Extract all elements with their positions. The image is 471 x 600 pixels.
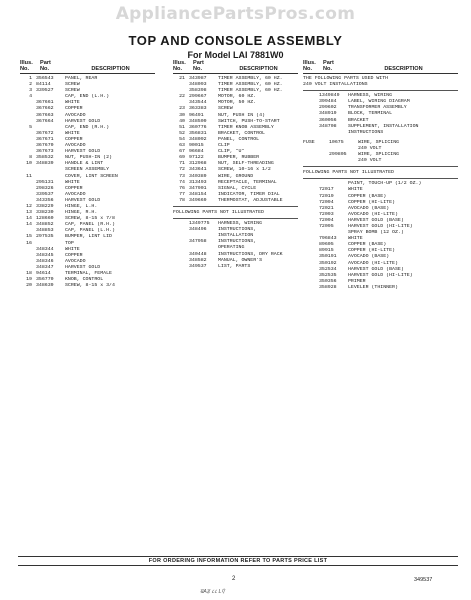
part-no: 367663 bbox=[36, 112, 54, 118]
part-description: OPERATING bbox=[218, 245, 245, 251]
part-description: INSTRUCTIONS, DRY RACK bbox=[218, 251, 283, 257]
divider bbox=[303, 90, 458, 91]
part-description: SCREEN ASSEMBLY bbox=[65, 167, 110, 173]
part-no: 356770 bbox=[36, 277, 54, 283]
part-description: CLIP, "U" bbox=[218, 149, 245, 155]
part-description: AVOCADO (BASE) bbox=[348, 254, 390, 260]
table-row bbox=[173, 198, 298, 204]
part-no: 367662 bbox=[36, 106, 54, 112]
header-rule bbox=[173, 73, 298, 74]
part-description: WHITE bbox=[65, 100, 80, 106]
illus-no: 16 bbox=[26, 240, 32, 246]
part-no: 343544 bbox=[189, 100, 207, 106]
part-description: BRACKET bbox=[348, 117, 369, 123]
part-no: 348919 bbox=[319, 111, 337, 117]
part-description: WHITE bbox=[65, 179, 80, 185]
part-no: 299667 bbox=[189, 94, 207, 100]
part-no: 340389 bbox=[189, 173, 207, 179]
part-description: HARVEST GOLD (HI-LITE) bbox=[348, 272, 413, 278]
part-no: 96684 bbox=[189, 149, 204, 155]
part-description: SPRAY BOMB (12 OZ.) bbox=[348, 230, 404, 236]
part-description: COPPER bbox=[65, 185, 83, 191]
part-no: 1349849 bbox=[319, 93, 340, 99]
part-description: COPPER (HI-LITE) bbox=[348, 248, 395, 254]
part-description: HARVEST GOLD bbox=[65, 149, 101, 155]
not-illustrated-note: FOLLOWING PARTS NOT ILLUSTRATED bbox=[173, 209, 264, 215]
table-row bbox=[303, 285, 458, 291]
part-no: 348708 bbox=[319, 123, 337, 129]
part-no: 343641 bbox=[189, 167, 207, 173]
part-description: SUPPLEMENT, INSTALLATION bbox=[348, 123, 419, 129]
part-description: COPPER (BASE) bbox=[348, 193, 387, 199]
part-description: TIMER ASSEMBLY, 60 HZ. bbox=[218, 82, 283, 88]
part-no: 72095 bbox=[319, 223, 334, 229]
part-description: PRIMER bbox=[348, 278, 366, 284]
part-description: WIRE, SPLICING bbox=[358, 152, 400, 158]
part-description: MOTOR, 50 HZ. bbox=[218, 100, 257, 106]
part-no: 367664 bbox=[36, 118, 54, 124]
part-no: 348347 bbox=[36, 264, 54, 270]
part-description: SCREW bbox=[65, 88, 80, 94]
part-no: 298326 bbox=[36, 185, 54, 191]
part-description: AVOCADO (HI-LITE) bbox=[348, 260, 398, 266]
illus-no: 72 bbox=[179, 167, 185, 173]
header-rule bbox=[20, 73, 155, 74]
part-no: 339527 bbox=[36, 88, 54, 94]
part-description: INDICATOR, TIMER DIAL bbox=[218, 191, 280, 197]
part-no: 72019 bbox=[319, 193, 334, 199]
part-description: NUT, SELF-THREADING bbox=[218, 161, 274, 167]
part-no: 89605 bbox=[319, 242, 334, 248]
divider bbox=[173, 206, 298, 207]
part-no: 299602 bbox=[319, 105, 337, 111]
illus-no: 51 bbox=[179, 124, 185, 130]
part-description: THERMOSTAT, ADJUSTABLE bbox=[218, 197, 283, 203]
illus-no: 2 bbox=[29, 82, 32, 88]
part-no: 348496 bbox=[189, 227, 207, 233]
paint-list bbox=[303, 187, 458, 291]
part-description: SCREW, 8-15 x 7/8 bbox=[65, 216, 115, 222]
illus-no: 30 bbox=[179, 112, 185, 118]
part-no: 348093 bbox=[189, 82, 207, 88]
part-description: HARVEST GOLD bbox=[65, 118, 101, 124]
part-description: AVOCADO (HI-LITE) bbox=[348, 211, 398, 217]
header-rule bbox=[303, 73, 458, 74]
part-no: 10675 bbox=[329, 139, 344, 145]
part-no: 348839 bbox=[36, 161, 54, 167]
part-no: 313493 bbox=[189, 179, 207, 185]
parts-list bbox=[20, 76, 155, 289]
handwritten-note: ग्रAड़ ८८ Lएं bbox=[200, 589, 225, 595]
part-no: 348345 bbox=[36, 252, 54, 258]
illus-no bbox=[173, 264, 189, 270]
part-no: 128660 bbox=[36, 216, 54, 222]
ordering-footer: FOR ORDERING INFORMATION REFER TO PARTS PRICE LIST bbox=[18, 556, 458, 566]
illus-no: 14 bbox=[26, 222, 32, 228]
illus-no: 22 bbox=[179, 94, 185, 100]
part-no: 360776 bbox=[189, 124, 207, 130]
column-header: Illus. No. Part No. DESCRIPTION bbox=[20, 60, 130, 72]
divider bbox=[173, 218, 298, 219]
part-description: 240 VOLT bbox=[358, 158, 382, 164]
part-no: 350356 bbox=[319, 278, 337, 284]
illus-no bbox=[303, 130, 319, 136]
parts-column-2 bbox=[173, 60, 298, 270]
part-no: 1349775 bbox=[189, 221, 210, 227]
part-description: AVOCADO (BASE) bbox=[348, 205, 390, 211]
illus-no: 18 bbox=[26, 271, 32, 276]
part-description: WIRE, GROUND bbox=[218, 173, 254, 179]
part-no: 89915 bbox=[319, 248, 334, 254]
illus-no: 3 bbox=[29, 88, 32, 94]
parts-list bbox=[173, 76, 298, 204]
illus-no: 21 bbox=[179, 76, 185, 81]
part-description: INSTRUCTIONS, bbox=[218, 227, 257, 233]
part-no: 72094 bbox=[319, 217, 334, 223]
part-no: 367672 bbox=[36, 130, 54, 136]
illus-no: 73 bbox=[179, 173, 185, 179]
part-no: 349669 bbox=[189, 197, 207, 203]
part-no: 356543 bbox=[36, 76, 54, 81]
part-no: 358928 bbox=[319, 284, 337, 290]
part-description: CAP, END (L.H.) bbox=[65, 94, 110, 100]
part-description: COPPER bbox=[65, 252, 83, 258]
illus-no: 77 bbox=[179, 191, 185, 197]
document-number: 349537 bbox=[414, 577, 433, 583]
illus-no: 14 bbox=[26, 216, 32, 222]
illus-no bbox=[303, 285, 319, 291]
illus-no: 12 bbox=[26, 203, 32, 209]
part-description: TIMER ASSEMBLY, 60 HZ. bbox=[218, 88, 283, 94]
part-no: 348346 bbox=[36, 258, 54, 264]
part-description: HARVEST GOLD (BASE) bbox=[348, 266, 404, 272]
part-description: INSTALLATION bbox=[218, 233, 254, 239]
part-description: BUMPER, RUBBER bbox=[218, 155, 260, 161]
part-no: 352534 bbox=[319, 266, 337, 272]
part-description: SCREW bbox=[218, 106, 233, 112]
part-description: CAP, PANEL (R.H.) bbox=[65, 222, 115, 228]
paint-header: PAINT, TOUCH-UP (1/2 OZ.) bbox=[348, 181, 422, 187]
part-description: PANEL, REAR bbox=[65, 76, 98, 81]
part-description: CLIP bbox=[218, 143, 230, 149]
part-description: COVER, LINT SCREEN bbox=[65, 173, 118, 179]
part-description: SCREW bbox=[65, 82, 80, 88]
part-description: TERMINAL, FEMALE bbox=[65, 271, 112, 276]
part-no: 312968 bbox=[189, 161, 207, 167]
table-row bbox=[20, 283, 155, 289]
part-description: MOTOR, 60 HZ. bbox=[218, 94, 257, 100]
part-no: 339537 bbox=[36, 191, 54, 197]
part-no: 367671 bbox=[36, 136, 54, 142]
part-no: 363383 bbox=[189, 106, 207, 112]
part-description: SWITCH, PUSH-TO-START bbox=[218, 118, 280, 124]
part-description: HARVEST GOLD bbox=[65, 264, 101, 270]
part-no bbox=[329, 158, 358, 164]
part-description: COPPER bbox=[65, 106, 83, 112]
part-no: 350192 bbox=[319, 260, 337, 266]
parts-column-1 bbox=[20, 60, 155, 289]
part-description: TIMER KNOB ASSEMBLY bbox=[218, 124, 274, 130]
part-description: CAP, END (R.H.) bbox=[65, 124, 110, 130]
part-no: 340448 bbox=[189, 251, 207, 257]
part-no: 299805 bbox=[329, 152, 347, 158]
part-no: 399484 bbox=[319, 99, 337, 105]
part-no: 72094 bbox=[319, 199, 334, 205]
part-no: 97122 bbox=[189, 155, 204, 161]
part-description: WHITE bbox=[65, 130, 80, 136]
illus-no: 52 bbox=[179, 130, 185, 136]
parts-list-240v bbox=[303, 93, 458, 136]
part-no: 358532 bbox=[36, 155, 54, 161]
part-description: TIMER ASSEMBLY, 60 HZ. bbox=[218, 76, 283, 81]
illus-no: FUSE bbox=[303, 139, 315, 145]
part-description: TRANSFORMER ASSEMBLY bbox=[348, 105, 407, 111]
page-title: TOP AND CONSOLE ASSEMBLY bbox=[128, 33, 343, 48]
part-description: AVOCADO bbox=[65, 258, 86, 264]
part-no: 360056 bbox=[319, 117, 337, 123]
part-description: AVOCADO bbox=[65, 191, 86, 197]
part-description: SIGNAL, CYCLE bbox=[218, 185, 257, 191]
part-no: 348344 bbox=[36, 246, 54, 252]
part-no: 358398 bbox=[189, 88, 207, 94]
part-description: HARVEST GOLD (BASE) bbox=[348, 217, 404, 223]
part-description: AVOCADO bbox=[65, 112, 86, 118]
part-no: 295131 bbox=[36, 179, 54, 185]
illus-no: 76 bbox=[179, 185, 185, 191]
divider bbox=[303, 178, 458, 179]
part-no: 348853 bbox=[36, 228, 54, 234]
part-no: 348639 bbox=[36, 283, 54, 289]
part-description: WHITE bbox=[348, 236, 363, 242]
part-no: 348852 bbox=[36, 222, 54, 228]
illus-no: 8 bbox=[29, 155, 32, 161]
part-no: 94614 bbox=[36, 271, 51, 276]
part-description: HINGE, L.H. bbox=[65, 203, 98, 209]
illus-no: 4 bbox=[29, 94, 32, 100]
illus-no bbox=[303, 158, 329, 164]
illus-no: 11 bbox=[26, 173, 32, 179]
240v-note: THE FOLLOWING PARTS USED WITH 240 VOLT INSTALLATIONS bbox=[303, 76, 389, 88]
part-description: RECEPTACLE, TERMINAL bbox=[218, 179, 277, 185]
parts-list-not-illustrated bbox=[173, 221, 298, 270]
part-description: HINGE, R.H. bbox=[65, 210, 98, 216]
table-row bbox=[303, 158, 458, 164]
part-no: 367673 bbox=[36, 149, 54, 155]
part-no: 338230 bbox=[36, 210, 54, 216]
divider bbox=[303, 166, 458, 167]
part-no: 348582 bbox=[189, 257, 207, 263]
part-description: SCREW, 10-16 x 1/2 bbox=[218, 167, 271, 173]
watermark: AppliancePartsPros.com bbox=[115, 4, 356, 24]
fuse-list bbox=[303, 140, 458, 164]
part-description: COPPER bbox=[65, 136, 83, 142]
parts-column-3 bbox=[303, 60, 458, 291]
illus-no: 1 bbox=[29, 76, 32, 81]
part-no: 367661 bbox=[36, 100, 54, 106]
illus-no: 69 bbox=[179, 155, 185, 161]
part-description: WHITE bbox=[65, 246, 80, 252]
page-subtitle: For Model LAI 7881W0 bbox=[187, 50, 284, 60]
part-description: BRACKET, CONTROL bbox=[218, 130, 265, 136]
part-no: 96491 bbox=[189, 112, 204, 118]
part-no: 72021 bbox=[319, 205, 334, 211]
illus-no: 40 bbox=[179, 118, 185, 124]
part-no: 347958 bbox=[189, 239, 207, 245]
column-header: Illus. No. Part No. DESCRIPTION bbox=[303, 60, 423, 72]
part-description: MANUAL, OWNER'S bbox=[218, 257, 263, 263]
part-description: SCREW, 8-15 x 3/4 bbox=[65, 283, 115, 289]
part-no: 343356 bbox=[36, 197, 54, 203]
part-no: 367670 bbox=[36, 143, 54, 149]
part-description: LEVELER (THINNER) bbox=[348, 284, 398, 290]
part-no: 350191 bbox=[319, 254, 337, 260]
table-row bbox=[173, 264, 298, 270]
part-no: 348154 bbox=[189, 191, 207, 197]
part-no: 348509 bbox=[189, 118, 207, 124]
part-description: WIRE, SPLICING bbox=[358, 139, 400, 145]
illus-no: 15 bbox=[26, 234, 32, 240]
part-no: 352535 bbox=[319, 272, 337, 278]
part-description: HANDLE & LINT bbox=[65, 161, 104, 167]
part-description: AVOCADO bbox=[65, 143, 86, 149]
illus-no: 23 bbox=[179, 106, 185, 112]
part-description: LIST, PARTS bbox=[218, 263, 251, 269]
part-description: INSTRUCTIONS, bbox=[218, 239, 257, 245]
illus-no: 54 bbox=[179, 136, 185, 142]
part-description: TOP bbox=[65, 240, 74, 246]
part-no: 90015 bbox=[189, 143, 204, 149]
part-description: HARNESS, WIRING bbox=[348, 93, 393, 99]
not-illustrated-note: FOLLOWING PARTS NOT ILLUSTRATED bbox=[303, 170, 394, 176]
part-description: COPPER (BASE) bbox=[348, 242, 387, 248]
part-description: NUT, PUSH-IN (2) bbox=[65, 155, 112, 161]
part-description: WHITE bbox=[348, 187, 363, 193]
illus-no: 5 bbox=[29, 124, 32, 130]
part-description: HARVEST GOLD (HI-LITE) bbox=[348, 223, 413, 229]
part-no: 348092 bbox=[189, 136, 207, 142]
part-description: HARVEST GOLD bbox=[65, 197, 101, 203]
page-number: 2 bbox=[232, 576, 236, 582]
part-no: 297535 bbox=[36, 234, 54, 240]
part-description: HARNESS, WIRING bbox=[218, 221, 263, 227]
part-no: 349537 bbox=[189, 263, 207, 269]
column-header: Illus. No. Part No. DESCRIPTION bbox=[173, 60, 278, 72]
part-no: 72017 bbox=[319, 187, 334, 193]
part-description: 240 VOLT bbox=[358, 145, 382, 151]
table-row bbox=[303, 130, 458, 136]
part-no: 72093 bbox=[319, 211, 334, 217]
part-no: 796843 bbox=[319, 236, 337, 242]
part-no: 356831 bbox=[189, 130, 207, 136]
illus-no: 63 bbox=[179, 143, 185, 149]
illus-no: 71 bbox=[179, 161, 185, 167]
illus-no: 13 bbox=[26, 210, 32, 216]
illus-no: 74 bbox=[179, 179, 185, 185]
part-description: KNOB, CONTROL bbox=[65, 277, 104, 283]
illus-no: 10 bbox=[26, 161, 32, 167]
part-no bbox=[319, 130, 348, 136]
part-no: 84114 bbox=[36, 82, 51, 88]
illus-no: 78 bbox=[179, 197, 185, 203]
part-no: 343987 bbox=[189, 76, 207, 81]
part-description: CAP, PANEL (L.H.) bbox=[65, 228, 115, 234]
part-description: PANEL, CONTROL bbox=[218, 136, 260, 142]
part-description: BUMPER, LINT LID bbox=[65, 234, 112, 240]
illus-no: 20 bbox=[26, 283, 32, 289]
part-description: LABEL, WIRING DIAGRAM bbox=[348, 99, 410, 105]
part-description: NUT, PUSH IN (4) bbox=[218, 112, 265, 118]
part-no: 338229 bbox=[36, 203, 54, 209]
part-description: INSTRUCTIONS bbox=[348, 129, 384, 135]
illus-no: 67 bbox=[179, 149, 185, 155]
illus-no: 19 bbox=[26, 277, 32, 283]
part-no: 347901 bbox=[189, 185, 207, 191]
part-description: BLOCK, TERMINAL bbox=[348, 111, 393, 117]
part-description: COPPER (HI-LITE) bbox=[348, 199, 395, 205]
